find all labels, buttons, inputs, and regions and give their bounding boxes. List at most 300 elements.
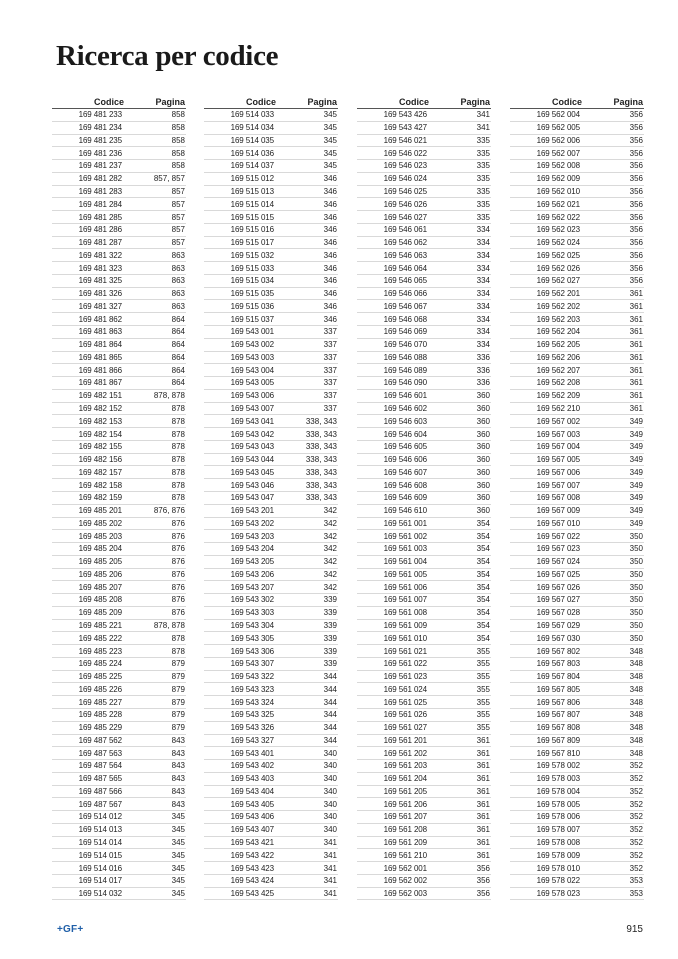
page-cell: 356 <box>629 250 643 260</box>
code-cell: 169 567 025 <box>536 569 580 579</box>
table-row <box>52 658 186 671</box>
code-cell: 169 546 021 <box>383 135 427 145</box>
code-cell: 169 515 016 <box>230 225 274 235</box>
table-row <box>510 798 644 811</box>
code-cell: 169 567 802 <box>536 646 580 656</box>
code-cell: 169 481 233 <box>78 110 122 120</box>
code-cell: 169 487 565 <box>78 774 122 784</box>
table-row <box>204 237 338 250</box>
code-cell: 169 567 005 <box>536 455 580 465</box>
page-cell: 843 <box>171 748 185 758</box>
page-cell: 350 <box>629 531 643 541</box>
code-cell: 169 562 006 <box>536 135 580 145</box>
table-row <box>204 875 338 888</box>
table-row <box>357 773 491 786</box>
page-cell: 348 <box>629 710 643 720</box>
table-row <box>510 747 644 760</box>
page-cell: 338, 343 <box>305 467 337 477</box>
column-header <box>52 94 186 109</box>
page-cell: 346 <box>323 289 337 299</box>
code-cell: 169 515 017 <box>230 238 274 248</box>
table-row <box>204 288 338 301</box>
table-row <box>204 632 338 645</box>
code-cell: 169 561 001 <box>383 518 427 528</box>
page-cell: 342 <box>323 531 337 541</box>
code-cell: 169 482 156 <box>78 455 122 465</box>
table-row <box>510 224 644 237</box>
table-row <box>204 403 338 416</box>
table-row <box>52 747 186 760</box>
page-cell: 858 <box>171 110 185 120</box>
page-cell: 361 <box>476 812 490 822</box>
page-cell: 348 <box>629 748 643 758</box>
table-row <box>510 709 644 722</box>
table-row <box>204 479 338 492</box>
code-cell: 169 546 602 <box>383 403 427 413</box>
table-row <box>204 722 338 735</box>
page-cell: 361 <box>476 825 490 835</box>
page-cell: 338, 343 <box>305 493 337 503</box>
page-cell: 349 <box>629 455 643 465</box>
page-cell: 356 <box>629 148 643 158</box>
code-cell: 169 562 010 <box>536 186 580 196</box>
code-cell: 169 546 090 <box>383 378 427 388</box>
table-row <box>357 645 491 658</box>
table-row <box>357 160 491 173</box>
table-row <box>357 811 491 824</box>
page-cell: 348 <box>629 735 643 745</box>
code-cell: 169 567 028 <box>536 608 580 618</box>
code-cell: 169 567 004 <box>536 442 580 452</box>
page-cell: 356 <box>629 135 643 145</box>
page-cell: 338, 343 <box>305 429 337 439</box>
page-cell: 346 <box>323 250 337 260</box>
page-cell: 356 <box>629 161 643 171</box>
code-cell: 169 567 007 <box>536 480 580 490</box>
code-cell: 169 567 024 <box>536 557 580 567</box>
code-cell: 169 578 023 <box>536 889 580 899</box>
code-cell: 169 546 062 <box>383 238 427 248</box>
page-cell: 339 <box>323 646 337 656</box>
code-cell: 169 561 202 <box>383 748 427 758</box>
page-cell: 354 <box>476 582 490 592</box>
code-cell: 169 578 007 <box>536 825 580 835</box>
table-row <box>357 364 491 377</box>
table-row <box>357 339 491 352</box>
table-row <box>204 849 338 862</box>
code-cell: 169 567 810 <box>536 748 580 758</box>
code-cell: 169 514 034 <box>230 123 274 133</box>
page-cell: 345 <box>171 876 185 886</box>
column-header <box>510 94 644 109</box>
table-row <box>357 454 491 467</box>
code-cell: 169 562 022 <box>536 212 580 222</box>
code-cell: 169 561 201 <box>383 735 427 745</box>
code-cell: 169 543 007 <box>230 403 274 413</box>
code-cell: 169 567 003 <box>536 429 580 439</box>
code-cell: 169 482 159 <box>78 493 122 503</box>
table-row <box>357 224 491 237</box>
table-row <box>204 824 338 837</box>
table-row <box>52 262 186 275</box>
table-row <box>204 352 338 365</box>
table-row <box>510 237 644 250</box>
code-cell: 169 561 007 <box>383 595 427 605</box>
page-title: Ricerca per codice <box>56 40 279 72</box>
table-row <box>357 798 491 811</box>
page-cell: 352 <box>629 838 643 848</box>
code-cell: 169 546 608 <box>383 480 427 490</box>
code-cell: 169 481 326 <box>78 289 122 299</box>
page-cell: 863 <box>171 263 185 273</box>
page-cell: 843 <box>171 735 185 745</box>
code-cell: 169 515 037 <box>230 314 274 324</box>
page-cell: 346 <box>323 199 337 209</box>
code-cell: 169 562 202 <box>536 301 580 311</box>
code-cell: 169 567 022 <box>536 531 580 541</box>
code-cell: 169 546 064 <box>383 263 427 273</box>
table-row <box>52 518 186 531</box>
table-row <box>510 352 644 365</box>
code-cell: 169 546 089 <box>383 365 427 375</box>
page-cell: 352 <box>629 761 643 771</box>
table-row <box>510 262 644 275</box>
code-cell: 169 578 010 <box>536 863 580 873</box>
page-cell: 350 <box>629 582 643 592</box>
page-cell: 879 <box>171 723 185 733</box>
code-cell: 169 567 804 <box>536 672 580 682</box>
page-cell: 864 <box>171 340 185 350</box>
code-cell: 169 543 404 <box>230 786 274 796</box>
page-cell: 361 <box>629 352 643 362</box>
page-cell: 345 <box>323 161 337 171</box>
code-cell: 169 543 044 <box>230 455 274 465</box>
page-cell: 355 <box>476 723 490 733</box>
code-cell: 169 546 025 <box>383 186 427 196</box>
code-cell: 169 546 023 <box>383 161 427 171</box>
page-cell: 336 <box>476 365 490 375</box>
page-cell: 352 <box>629 825 643 835</box>
header-codice: Codice <box>93 97 124 107</box>
table-row <box>52 364 186 377</box>
table-row <box>357 632 491 645</box>
code-cell: 169 515 014 <box>230 199 274 209</box>
code-cell: 169 482 151 <box>78 391 122 401</box>
table-row <box>510 645 644 658</box>
page-cell: 878 <box>171 493 185 503</box>
code-cell: 169 543 424 <box>230 876 274 886</box>
page-cell: 876 <box>171 608 185 618</box>
page-cell: 857, 857 <box>153 174 185 184</box>
table-row <box>510 377 644 390</box>
page-cell: 355 <box>476 697 490 707</box>
page-cell: 342 <box>323 518 337 528</box>
table-row <box>510 160 644 173</box>
table-row <box>52 173 186 186</box>
page-cell: 843 <box>171 786 185 796</box>
table-row <box>357 262 491 275</box>
page-cell: 878 <box>171 467 185 477</box>
page-cell: 346 <box>323 225 337 235</box>
page-cell: 356 <box>476 876 490 886</box>
table-row <box>510 403 644 416</box>
page-cell: 361 <box>629 289 643 299</box>
table-row <box>510 556 644 569</box>
table-row <box>52 249 186 262</box>
page-cell: 354 <box>476 518 490 528</box>
table-row <box>52 645 186 658</box>
table-row <box>204 109 338 122</box>
page-cell: 340 <box>323 786 337 796</box>
page-cell: 355 <box>476 659 490 669</box>
page-cell: 352 <box>629 786 643 796</box>
code-cell: 169 561 009 <box>383 621 427 630</box>
table-row <box>510 607 644 620</box>
page-cell: 345 <box>171 863 185 873</box>
page-cell: 878 <box>171 633 185 643</box>
page-cell: 348 <box>629 684 643 694</box>
page-cell: 349 <box>629 467 643 477</box>
code-cell: 169 543 421 <box>230 838 274 848</box>
page-cell: 864 <box>171 365 185 375</box>
page-cell: 361 <box>629 365 643 375</box>
page-cell: 336 <box>476 378 490 388</box>
page-cell: 356 <box>629 199 643 209</box>
page-cell: 352 <box>629 850 643 860</box>
page-cell: 857 <box>171 212 185 222</box>
code-cell: 169 562 007 <box>536 148 580 158</box>
page-cell: 879 <box>171 684 185 694</box>
page-cell: 361 <box>476 786 490 796</box>
table-row <box>510 390 644 403</box>
page-cell: 878 <box>171 416 185 426</box>
code-cell: 169 543 005 <box>230 378 274 388</box>
page-cell: 360 <box>476 455 490 465</box>
code-cell: 169 514 032 <box>78 889 122 899</box>
page-cell: 355 <box>476 710 490 720</box>
table-row <box>357 760 491 773</box>
page-cell: 335 <box>476 199 490 209</box>
page-cell: 353 <box>629 876 643 886</box>
page-cell: 878 <box>171 480 185 490</box>
page-cell: 361 <box>476 850 490 860</box>
page-cell: 346 <box>323 301 337 311</box>
table-row <box>52 224 186 237</box>
table-row <box>204 173 338 186</box>
table-row <box>357 556 491 569</box>
page-cell: 337 <box>323 365 337 375</box>
page-cell: 361 <box>476 799 490 809</box>
table-row <box>52 186 186 199</box>
page-cell: 341 <box>323 889 337 899</box>
page-cell: 334 <box>476 238 490 248</box>
table-row <box>204 505 338 518</box>
page-cell: 341 <box>476 123 490 133</box>
code-cell: 169 561 023 <box>383 672 427 682</box>
code-cell: 169 543 425 <box>230 889 274 899</box>
code-cell: 169 561 003 <box>383 544 427 554</box>
code-cell: 169 543 422 <box>230 850 274 860</box>
page-cell: 858 <box>171 123 185 133</box>
code-cell: 169 562 207 <box>536 365 580 375</box>
code-cell: 169 561 208 <box>383 825 427 835</box>
page-cell: 334 <box>476 263 490 273</box>
code-cell: 169 546 061 <box>383 225 427 235</box>
table-row <box>510 288 644 301</box>
page-cell: 342 <box>323 506 337 516</box>
table-row <box>510 849 644 862</box>
page-cell: 342 <box>323 557 337 567</box>
code-cell: 169 562 025 <box>536 250 580 260</box>
page-cell: 361 <box>629 403 643 413</box>
code-cell: 169 578 005 <box>536 799 580 809</box>
code-cell: 169 567 808 <box>536 723 580 733</box>
code-cell: 169 482 153 <box>78 416 122 426</box>
table-row <box>52 683 186 696</box>
page-cell: 864 <box>171 352 185 362</box>
table-row <box>510 658 644 671</box>
code-cell: 169 482 154 <box>78 429 122 439</box>
page-cell: 341 <box>323 876 337 886</box>
page-cell: 361 <box>629 340 643 350</box>
code-cell: 169 567 030 <box>536 633 580 643</box>
page-cell: 354 <box>476 633 490 643</box>
code-cell: 169 543 427 <box>383 123 427 133</box>
code-cell: 169 514 012 <box>78 812 122 822</box>
table-row <box>357 722 491 735</box>
table-row <box>357 109 491 122</box>
page-cell: 339 <box>323 608 337 618</box>
page-cell: 342 <box>323 544 337 554</box>
page-cell: 345 <box>323 123 337 133</box>
table-row <box>204 122 338 135</box>
page-cell: 341 <box>476 110 490 120</box>
code-cell: 169 514 037 <box>230 161 274 171</box>
table-row <box>510 339 644 352</box>
code-cell: 169 514 036 <box>230 148 274 158</box>
table-row <box>52 760 186 773</box>
table-row <box>510 735 644 748</box>
code-cell: 169 567 009 <box>536 506 580 516</box>
code-cell: 169 481 865 <box>78 352 122 362</box>
code-cell: 169 562 023 <box>536 225 580 235</box>
table-row <box>510 147 644 160</box>
page-cell: 340 <box>323 799 337 809</box>
page-cell: 878 <box>171 429 185 439</box>
code-cell: 169 567 027 <box>536 595 580 605</box>
code-cell: 169 543 307 <box>230 659 274 669</box>
page-cell: 337 <box>323 327 337 337</box>
page-cell: 864 <box>171 314 185 324</box>
table-row <box>510 135 644 148</box>
page-cell: 361 <box>476 748 490 758</box>
code-cell: 169 546 610 <box>383 506 427 516</box>
code-cell: 169 514 016 <box>78 863 122 873</box>
table-row <box>204 224 338 237</box>
code-cell: 169 481 236 <box>78 148 122 158</box>
table-row <box>204 888 338 901</box>
code-cell: 169 562 003 <box>383 889 427 899</box>
code-cell: 169 487 566 <box>78 786 122 796</box>
table-row <box>510 696 644 709</box>
page-cell: 876 <box>171 557 185 567</box>
table-row <box>52 888 186 901</box>
code-cell: 169 543 003 <box>230 352 274 362</box>
code-cell: 169 567 023 <box>536 544 580 554</box>
page-cell: 334 <box>476 340 490 350</box>
page-cell: 355 <box>476 672 490 682</box>
table-row <box>510 569 644 582</box>
table-row <box>357 313 491 326</box>
page-cell: 345 <box>171 850 185 860</box>
code-cell: 169 515 013 <box>230 186 274 196</box>
code-cell: 169 567 002 <box>536 416 580 426</box>
page-cell: 342 <box>323 582 337 592</box>
page-cell: 857 <box>171 186 185 196</box>
page-cell: 843 <box>171 799 185 809</box>
page-cell: 335 <box>476 148 490 158</box>
table-row <box>204 607 338 620</box>
code-cell: 169 543 046 <box>230 480 274 490</box>
code-cell: 169 543 202 <box>230 518 274 528</box>
page-cell: 876 <box>171 595 185 605</box>
code-cell: 169 481 322 <box>78 250 122 260</box>
table-row <box>357 709 491 722</box>
page-cell: 858 <box>171 135 185 145</box>
code-cell: 169 487 562 <box>78 735 122 745</box>
table-row <box>52 403 186 416</box>
table-row <box>357 786 491 799</box>
code-cell: 169 481 235 <box>78 135 122 145</box>
table-row <box>357 211 491 224</box>
table-row <box>510 824 644 837</box>
page-cell: 336 <box>476 352 490 362</box>
table-row <box>357 122 491 135</box>
table-row <box>52 122 186 135</box>
brand-logo: +GF+ <box>57 924 84 935</box>
table-row <box>204 135 338 148</box>
page-cell: 335 <box>476 135 490 145</box>
table-row <box>357 300 491 313</box>
table-row <box>52 798 186 811</box>
table-row <box>204 198 338 211</box>
code-cell: 169 561 210 <box>383 850 427 860</box>
code-cell: 169 482 152 <box>78 403 122 413</box>
table-row <box>357 352 491 365</box>
table-row <box>510 415 644 428</box>
table-row <box>52 135 186 148</box>
table-row <box>357 875 491 888</box>
table-row <box>510 581 644 594</box>
page-cell: 355 <box>476 684 490 694</box>
table-row <box>204 581 338 594</box>
page-cell: 360 <box>476 506 490 516</box>
page-cell: 360 <box>476 467 490 477</box>
table-row <box>52 454 186 467</box>
table-row <box>204 441 338 454</box>
code-cell: 169 543 306 <box>230 646 274 656</box>
column-header <box>357 94 491 109</box>
page-cell: 876 <box>171 544 185 554</box>
page-cell: 878 <box>171 403 185 413</box>
table-row <box>204 530 338 543</box>
page-cell: 361 <box>629 391 643 401</box>
table-row <box>204 798 338 811</box>
page-cell: 349 <box>629 506 643 516</box>
table-row <box>204 658 338 671</box>
page-cell: 878 <box>171 646 185 656</box>
code-cell: 169 485 206 <box>78 569 122 579</box>
